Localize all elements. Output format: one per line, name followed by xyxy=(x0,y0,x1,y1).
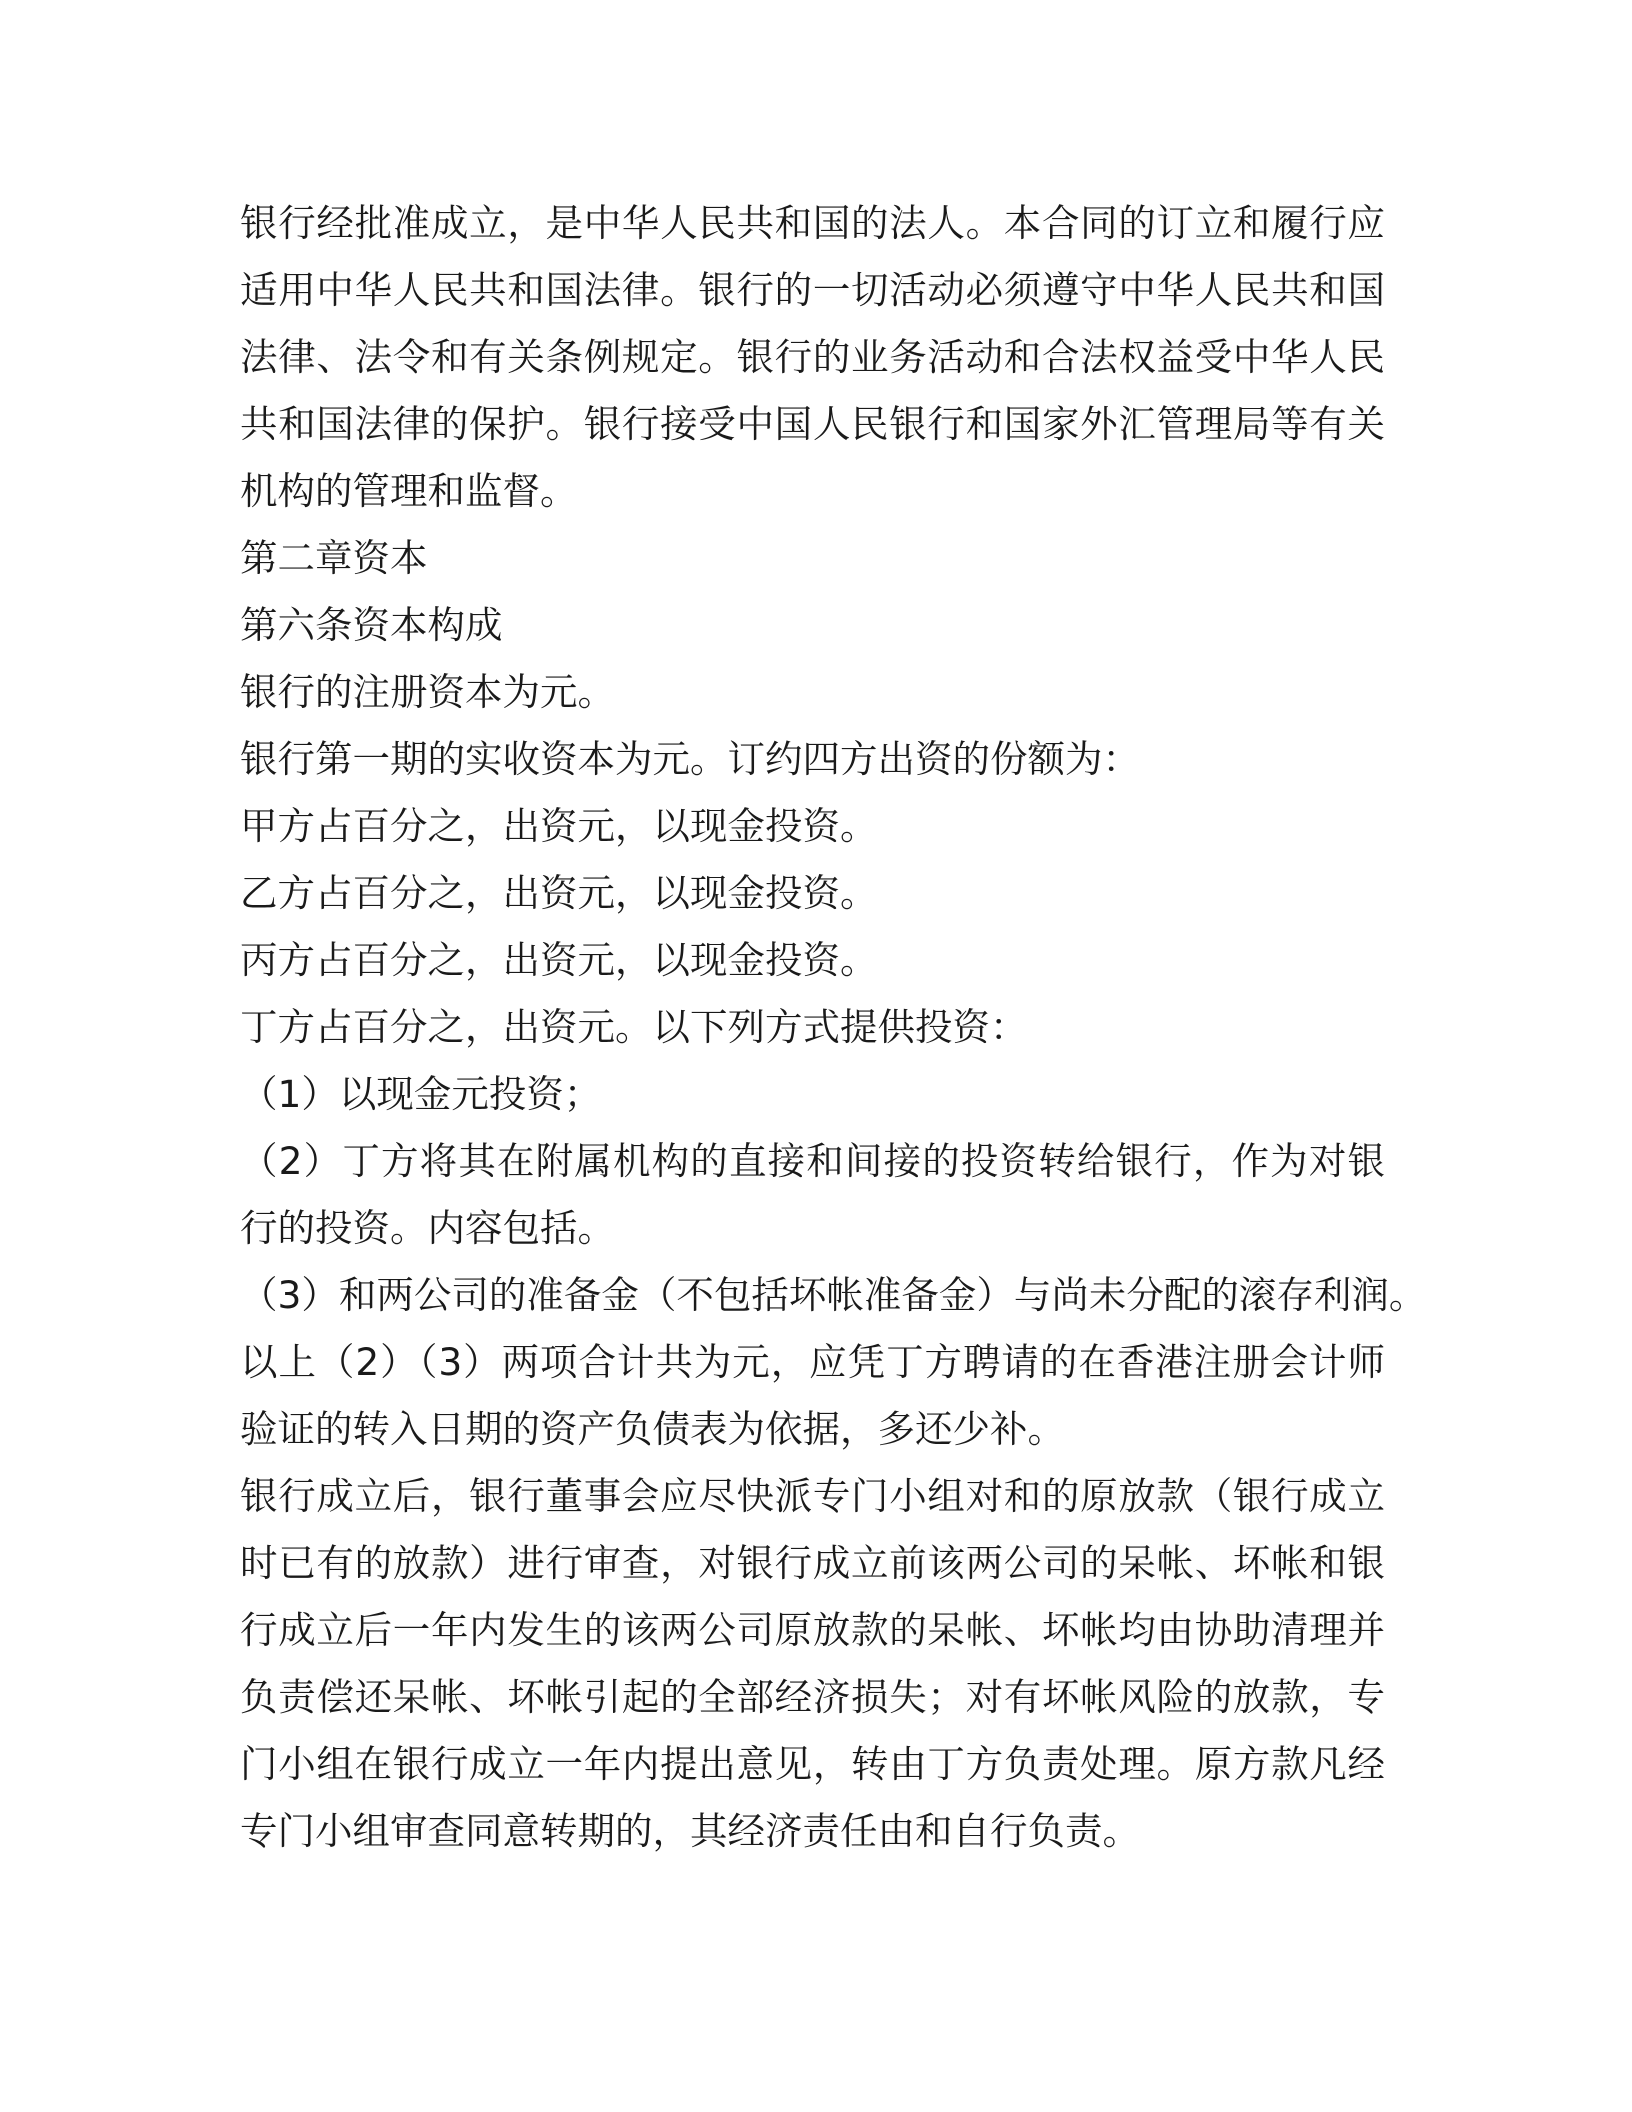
paragraph-total: 以上（2）（3）两项合计共为元，应凭丁方聘请的在香港注册会计师验证的转入日期的资产负债表为依据，多还少补。 xyxy=(240,1340,1385,1451)
list-item-2: （2）丁方将其在附属机构的直接和间接的投资转给银行，作为对银行的投资。内容包括。 xyxy=(240,1139,1385,1250)
paragraph-loan-review: 银行成立后，银行董事会应尽快派专门小组对和的原放款（银行成立时已有的放款）进行审查，对银行成立前该两公司的呆帐、坏帐和银行成立后一年内发生的该两公司原放款的呆帐、坏帐均由协助清理并负责偿还呆帐、坏帐引起的全部经济损失；对有坏帐风险的放款，专门小组在银行成立一年内提出意见，转由丁方负责处理。原方款凡经专门小组审查同意转期的，其经济责任由和自行负责。 xyxy=(240,1474,1385,1853)
paragraph-party-d: 丁方占百分之，出资元。以下列方式提供投资： xyxy=(240,1005,1028,1049)
paragraph-party-c: 丙方占百分之，出资元，以现金投资。 xyxy=(240,938,878,982)
paragraph-paid-in-capital: 银行第一期的实收资本为元。订约四方出资的份额为： xyxy=(240,737,1140,781)
paragraph-registered-capital: 银行的注册资本为元。 xyxy=(240,670,615,714)
paragraph-party-b: 乙方占百分之，出资元，以现金投资。 xyxy=(240,871,878,915)
paragraph-party-a: 甲方占百分之，出资元，以现金投资。 xyxy=(240,804,878,848)
list-item-3: （3）和两公司的准备金（不包括坏帐准备金）与尚未分配的滚存利润。 xyxy=(240,1273,1427,1317)
article-title: 第六条资本构成 xyxy=(240,603,503,647)
paragraph-legal-status: 银行经批准成立，是中华人民共和国的法人。本合同的订立和履行应适用中华人民共和国法律。银行的一切活动必须遵守中华人民共和国法律、法令和有关条例规定。银行的业务活动和合法权益受中华人民共和国法律的保护。银行接受中国人民银行和国家外汇管理局等有关机构的管理和监督。 xyxy=(240,201,1385,513)
chapter-title: 第二章资本 xyxy=(240,536,428,580)
document-body xyxy=(240,190,1427,1865)
list-item-1: （1）以现金元投资； xyxy=(240,1072,602,1116)
